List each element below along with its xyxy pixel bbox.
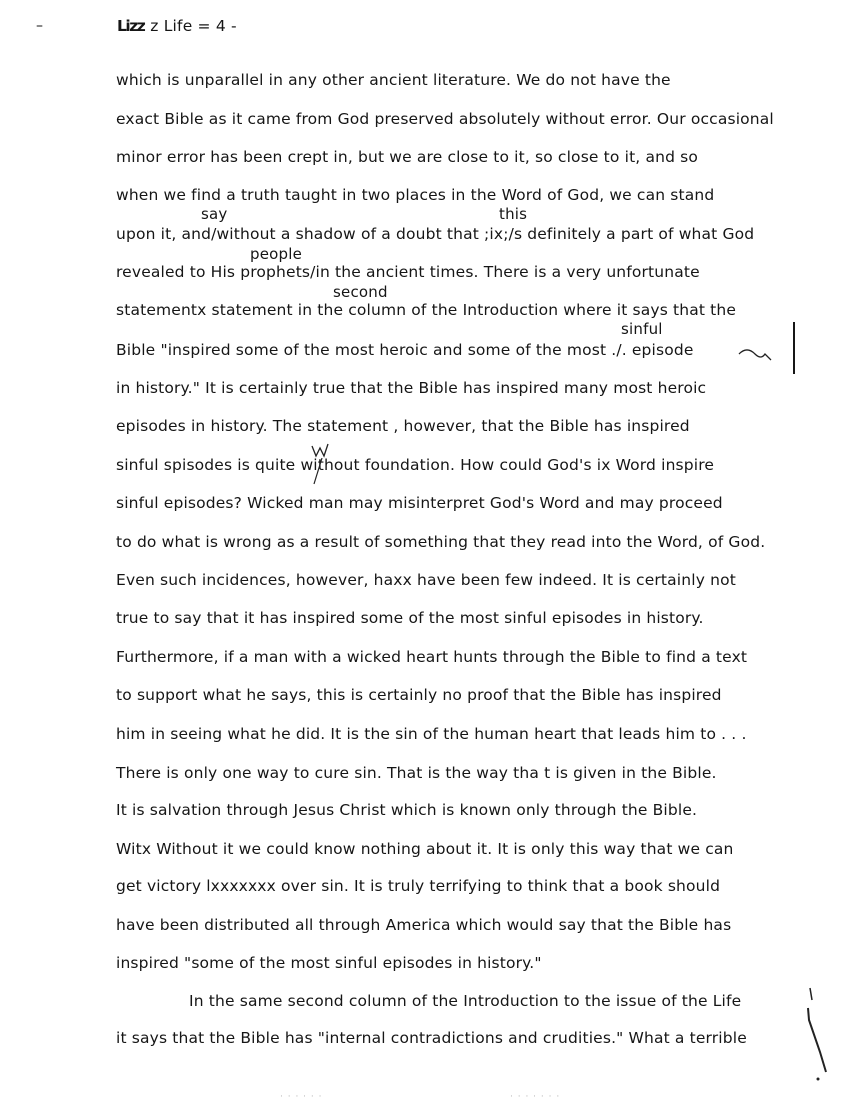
text-line-14: Even such incidences, however, haxx have been few indeed. It is certainly not bbox=[116, 571, 736, 589]
margin-bracket-mark bbox=[800, 980, 840, 1090]
text-line-18: him in seeing what he did. It is the sin of the human heart that leads him to . . . bbox=[116, 725, 747, 743]
header-struck-text: Lizz bbox=[117, 17, 145, 35]
text-line-13: to do what is wrong as a result of something that they read into the Word, of God. bbox=[116, 533, 766, 551]
text-line-7: statementx statement in the column of the Introduction where it says that the bbox=[116, 301, 737, 319]
text-line-23: have been distributed all through America which would say that the Bible has bbox=[116, 916, 732, 934]
text-line-12: sinful episodes? Wicked man may misinterpret God's Word and may proceed bbox=[116, 494, 723, 512]
handwritten-s-correction bbox=[735, 344, 775, 368]
insertion-second: second bbox=[333, 283, 388, 301]
text-line-26: it says that the Bible has "internal contradictions and crudities." What a terrible bbox=[116, 1029, 747, 1047]
text-line-24: inspired "some of the most sinful episodes in history." bbox=[116, 954, 542, 972]
margin-bar-mark bbox=[793, 322, 795, 374]
text-line-25-paragraph-start: In the same second column of the Introduction to the issue of the Life bbox=[189, 992, 742, 1010]
text-line-9: in history." It is certainly true that the Bible has inspired many most heroic bbox=[116, 379, 707, 397]
insertion-people: people bbox=[250, 245, 303, 263]
text-line-20: It is salvation through Jesus Christ which is known only through the Bible. bbox=[116, 801, 698, 819]
text-line-22: get victory lxxxxxxx over sin. It is truly terrifying to think that a book should bbox=[116, 877, 721, 895]
insertion-sinful: sinful bbox=[621, 320, 663, 338]
text-line-21: Witx Without it we could know nothing about it. It is only this way that we can bbox=[116, 840, 734, 858]
text-line-1: which is unparallel in any other ancient literature. We do not have the bbox=[116, 71, 671, 89]
insertion-this: this bbox=[499, 205, 528, 223]
scan-smudge-left: · · · · · · bbox=[280, 1092, 323, 1102]
text-line-4: when we find a truth taught in two places in the Word of God, we can stand bbox=[116, 186, 715, 204]
page-header bbox=[117, 17, 237, 35]
handwritten-w-correction bbox=[308, 440, 332, 488]
text-line-19: There is only one way to cure sin. That is the way tha t is given in the Bible. bbox=[116, 764, 717, 782]
text-line-17: to support what he says, this is certainly no proof that the Bible has inspired bbox=[116, 686, 722, 704]
text-line-11: sinful spisodes is quite without foundation. How could God's ix Word inspire bbox=[116, 456, 715, 474]
insertion-say: say bbox=[201, 205, 228, 223]
text-line-16: Furthermore, if a man with a wicked heart hunts through the Bible to find a text bbox=[116, 648, 748, 666]
text-line-15: true to say that it has inspired some of the most sinful episodes in history. bbox=[116, 609, 704, 627]
margin-tick-mark: – bbox=[36, 18, 43, 34]
scan-smudge-right: · · · · · · · bbox=[510, 1092, 561, 1102]
text-line-3: minor error has been crept in, but we are close to it, so close to it, and so bbox=[116, 148, 698, 166]
text-line-2: exact Bible as it came from God preserved absolutely without error. Our occasional bbox=[116, 110, 774, 128]
text-line-5: upon it, and/without a shadow of a doubt that ;ix;/s definitely a part of what God bbox=[116, 225, 755, 243]
text-line-10: episodes in history. The statement , however, that the Bible has inspired bbox=[116, 417, 690, 435]
text-line-6: revealed to His prophets/in the ancient times. There is a very unfortunate bbox=[116, 263, 700, 281]
text-line-8: Bible "inspired some of the most heroic and some of the most ./. episode bbox=[116, 341, 694, 359]
header-title: z Life = 4 - bbox=[150, 17, 237, 35]
